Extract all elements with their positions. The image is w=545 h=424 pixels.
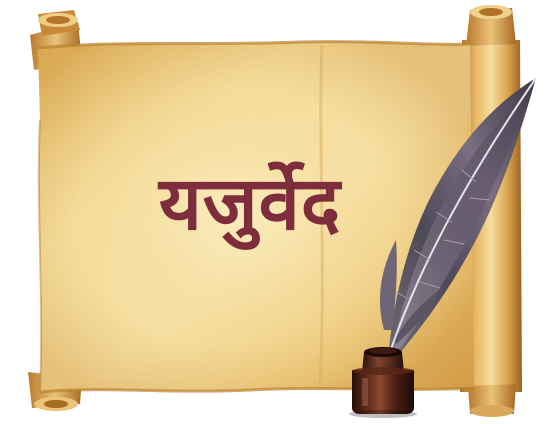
scroll-title: यजुर्वेद	[158, 161, 342, 247]
